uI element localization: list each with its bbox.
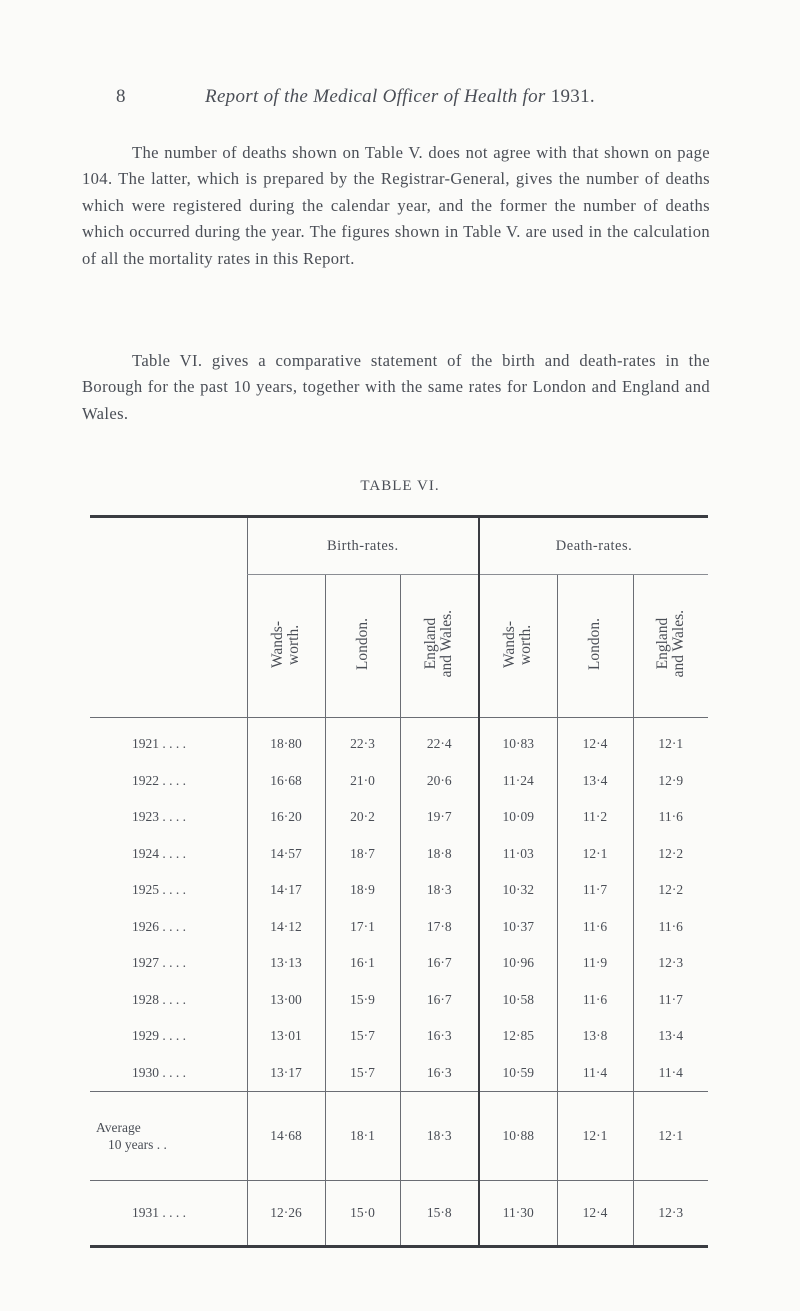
row-label: 1925 . . . . <box>132 882 186 898</box>
cell: 21·0 <box>325 763 400 800</box>
cell: 14·68 <box>247 1092 325 1181</box>
cell: 20·6 <box>400 763 479 800</box>
cell: 13·4 <box>557 763 633 800</box>
paragraph-table-intro: Table VI. gives a comparative statement of the birth and death-rates in the Borough for the past 10 years, together with the same rates for London and England and Wales. <box>82 351 710 423</box>
paragraph-deaths-note: The number of deaths shown on Table V. does not agree with that shown on page 104. The latter, which is prepared by the Registrar-General, gives the number of deaths which were registered during the calendar year, and the former the number of deaths which occurred during the year. The figures shown in Table V. are used in the calculation of all the mortality rates in this Report. <box>82 143 710 268</box>
cell: 10·59 <box>479 1055 557 1092</box>
table-row <box>90 799 708 836</box>
column-header-row <box>90 575 708 718</box>
cell: 12·26 <box>247 1181 325 1247</box>
cell: 18·8 <box>400 836 479 873</box>
cell: 15·7 <box>325 1018 400 1055</box>
cell: 12·9 <box>633 763 708 800</box>
cell: 18·3 <box>400 1092 479 1181</box>
cell: 11·4 <box>557 1055 633 1092</box>
cell: 11·6 <box>557 982 633 1019</box>
blank-corner-lower <box>90 575 247 718</box>
row-label: 1929 . . . . <box>132 1028 186 1044</box>
cell: 14·17 <box>247 872 325 909</box>
table-row <box>90 1055 708 1092</box>
col-birth-wandsworth: Wands- worth. <box>247 575 325 718</box>
cell: 12·1 <box>557 836 633 873</box>
cell: 18·9 <box>325 872 400 909</box>
cell: 12·4 <box>557 1181 633 1247</box>
page-number: 8 <box>116 86 126 107</box>
cell: 10·37 <box>479 909 557 946</box>
cell: 18·3 <box>400 872 479 909</box>
cell: 13·00 <box>247 982 325 1019</box>
cell: 16·20 <box>247 799 325 836</box>
table-row <box>90 718 708 763</box>
group-header-row <box>90 517 708 575</box>
cell: 11·30 <box>479 1181 557 1247</box>
cell: 16·3 <box>400 1018 479 1055</box>
cell: 16·1 <box>325 945 400 982</box>
col-death-london: London. <box>557 575 633 718</box>
cell: 10·09 <box>479 799 557 836</box>
cell: 15·9 <box>325 982 400 1019</box>
table-row <box>90 763 708 800</box>
cell: 15·8 <box>400 1181 479 1247</box>
cell: 10·58 <box>479 982 557 1019</box>
row-label: 1928 . . . . <box>132 991 186 1007</box>
cell: 11·24 <box>479 763 557 800</box>
cell: 12·2 <box>633 836 708 873</box>
cell: 12·85 <box>479 1018 557 1055</box>
table-row <box>90 872 708 909</box>
cell: 18·1 <box>325 1092 400 1181</box>
cell: 11·03 <box>479 836 557 873</box>
table-row <box>90 909 708 946</box>
cell: 16·7 <box>400 982 479 1019</box>
cell: 11·6 <box>557 909 633 946</box>
cell: 13·01 <box>247 1018 325 1055</box>
cell: 12·3 <box>633 1181 708 1247</box>
row-label: 1923 . . . . <box>132 809 186 825</box>
cell: 12·1 <box>633 1092 708 1181</box>
cell: 18·7 <box>325 836 400 873</box>
cell: 10·83 <box>479 718 557 763</box>
row-label: 1921 . . . . <box>132 736 186 752</box>
cell: 11·4 <box>633 1055 708 1092</box>
cell: 19·7 <box>400 799 479 836</box>
birth-rates-header: Birth-rates. <box>247 517 479 575</box>
row-label: 1926 . . . . <box>132 918 186 934</box>
cell: 16·3 <box>400 1055 479 1092</box>
cell: 11·9 <box>557 945 633 982</box>
cell: 22·4 <box>400 718 479 763</box>
cell: 17·8 <box>400 909 479 946</box>
cell: 12·1 <box>557 1092 633 1181</box>
cell: 11·6 <box>633 799 708 836</box>
cell: 13·8 <box>557 1018 633 1055</box>
cell: 16·68 <box>247 763 325 800</box>
cell: 14·12 <box>247 909 325 946</box>
cell: 10·96 <box>479 945 557 982</box>
cell: 12·3 <box>633 945 708 982</box>
col-death-wandsworth: Wands- worth. <box>479 575 557 718</box>
col-birth-london: London. <box>325 575 400 718</box>
cell: 18·80 <box>247 718 325 763</box>
cell: 12·4 <box>557 718 633 763</box>
cell: 16·7 <box>400 945 479 982</box>
cell: 15·7 <box>325 1055 400 1092</box>
table-row <box>90 1018 708 1055</box>
cell: 11·7 <box>633 982 708 1019</box>
cell: 22·3 <box>325 718 400 763</box>
cell: 11·7 <box>557 872 633 909</box>
death-rates-header: Death-rates. <box>479 517 708 575</box>
cell: 12·2 <box>633 872 708 909</box>
table-row <box>90 945 708 982</box>
running-title-year: 1931. <box>550 86 595 107</box>
average-row <box>90 1092 708 1181</box>
running-title: Report of the Medical Officer of Health for <box>205 86 546 107</box>
cell: 10·32 <box>479 872 557 909</box>
col-death-england-wales: England and Wales. <box>633 575 708 718</box>
row-label: 1927 . . . . <box>132 955 186 971</box>
current-year-row <box>90 1181 708 1247</box>
table-title: TABLE VI. <box>360 478 440 494</box>
page-header <box>0 86 800 108</box>
average-label: Average 10 years . . <box>90 1092 247 1181</box>
table-row <box>90 836 708 873</box>
row-label: 1930 . . . . <box>132 1064 186 1080</box>
cell: 12·1 <box>633 718 708 763</box>
cell: 13·17 <box>247 1055 325 1092</box>
cell: 17·1 <box>325 909 400 946</box>
cell: 13·4 <box>633 1018 708 1055</box>
cell: 10·88 <box>479 1092 557 1181</box>
cell: 13·13 <box>247 945 325 982</box>
cell: 20·2 <box>325 799 400 836</box>
col-birth-england-wales: England and Wales. <box>400 575 479 718</box>
cell: 11·6 <box>633 909 708 946</box>
cell: 14·57 <box>247 836 325 873</box>
table-row <box>90 982 708 1019</box>
cell: 15·0 <box>325 1181 400 1247</box>
rates-table <box>90 515 708 1248</box>
row-label: 1924 . . . . <box>132 845 186 861</box>
row-label: 1922 . . . . <box>132 772 186 788</box>
row-label: 1931 . . . . <box>90 1181 247 1247</box>
year-rows <box>90 718 708 1092</box>
cell: 11·2 <box>557 799 633 836</box>
blank-corner <box>90 517 247 575</box>
